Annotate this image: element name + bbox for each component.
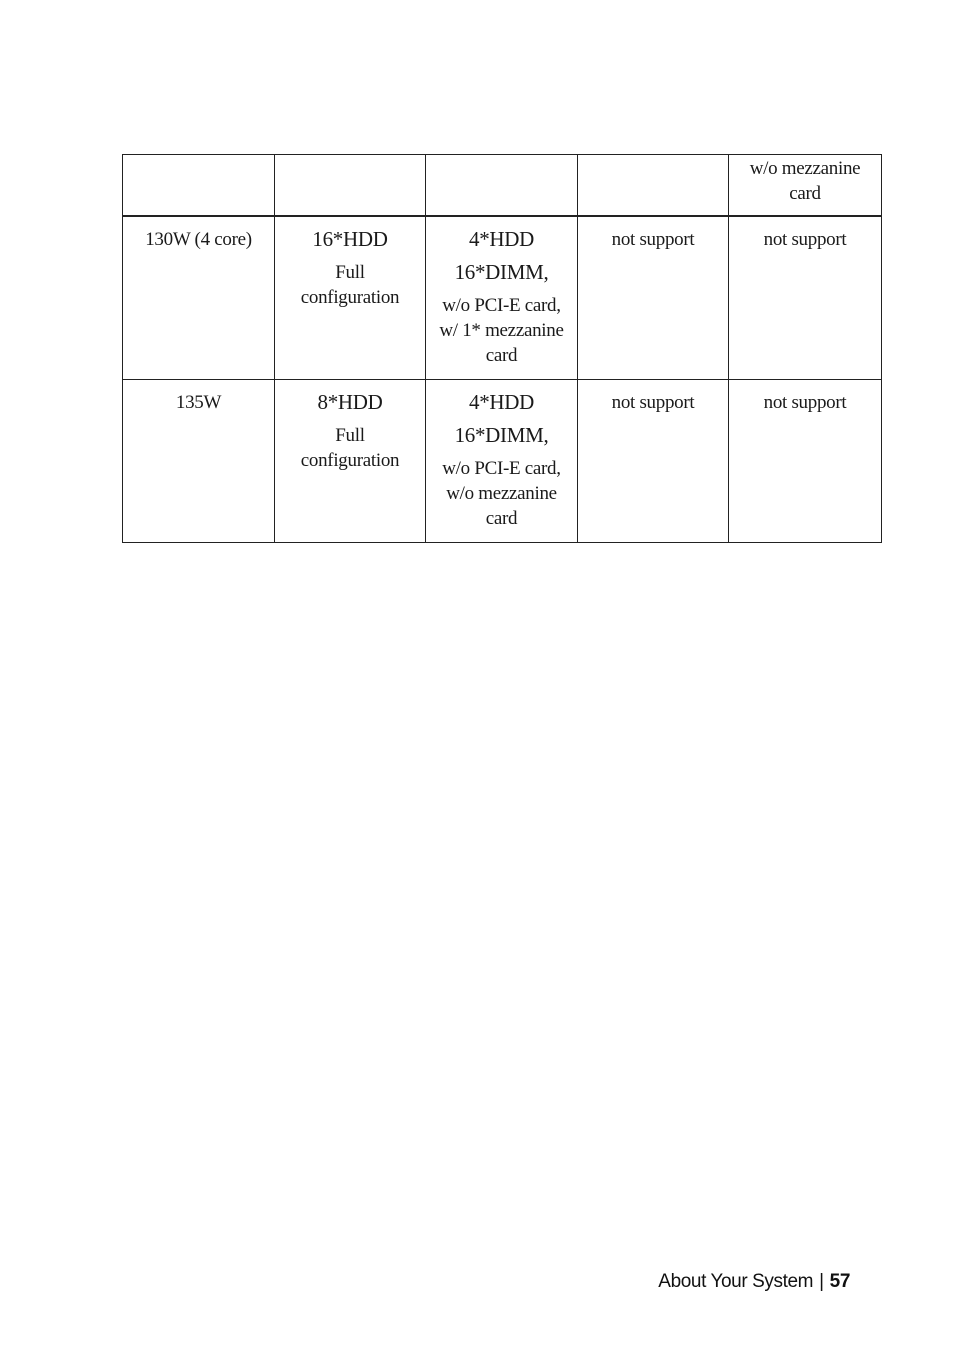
- cell-text: 4*HDD: [469, 227, 534, 251]
- table-cell: [426, 216, 578, 379]
- cell-text: Full: [335, 424, 365, 446]
- cell-text: 16*DIMM,: [454, 260, 549, 284]
- table-cell: [275, 155, 426, 217]
- configuration-table: [122, 154, 882, 543]
- cell-text: Full: [335, 262, 365, 283]
- cell-text: 130W (4 core): [145, 229, 252, 250]
- page-number: 57: [829, 1271, 850, 1292]
- cell-text: not support: [763, 229, 847, 250]
- cell-text: 16*HDD: [312, 227, 388, 251]
- cell-text: 4*HDD: [469, 389, 534, 414]
- cell-text: w/o PCI-E card,: [442, 295, 561, 316]
- cell-text: not support: [611, 391, 695, 413]
- table-cell: [729, 379, 882, 542]
- table-cell: [426, 379, 578, 542]
- table-cell: [578, 155, 729, 217]
- cell-text: w/o PCI-E card,: [442, 457, 561, 479]
- cell-text: 16*DIMM,: [454, 422, 549, 447]
- cell-text: w/o mezzanine: [749, 158, 861, 179]
- cell-text: 8*HDD: [317, 389, 383, 414]
- table-cell: [578, 216, 729, 379]
- cell-text: card: [789, 183, 821, 204]
- cell-text: configuration: [300, 287, 400, 308]
- footer-section-title: About Your System: [658, 1271, 814, 1292]
- table-cell: [426, 155, 578, 217]
- cell-text: card: [485, 345, 518, 366]
- table-cell: [123, 155, 275, 217]
- footer-separator: |: [819, 1271, 824, 1292]
- table-cell: [578, 379, 729, 542]
- table-row: [123, 216, 882, 379]
- cell-text: not support: [611, 229, 695, 250]
- cell-text: w/o mezzanine: [446, 482, 557, 504]
- cell-text: 135W: [175, 391, 222, 413]
- page-footer: [658, 1271, 850, 1293]
- cell-text: not support: [763, 391, 847, 413]
- table-row-continued: [123, 155, 882, 217]
- table-cell-tdp: [123, 216, 275, 379]
- table-cell: [275, 216, 426, 379]
- table-cell: [729, 216, 882, 379]
- table-row: [123, 379, 882, 542]
- cell-text: w/ 1* mezzanine: [439, 320, 564, 341]
- cell-text: card: [485, 507, 518, 529]
- cell-text: configuration: [300, 449, 400, 471]
- table-cell-tdp: [123, 379, 275, 542]
- table-cell: [275, 379, 426, 542]
- table-cell: [729, 155, 882, 217]
